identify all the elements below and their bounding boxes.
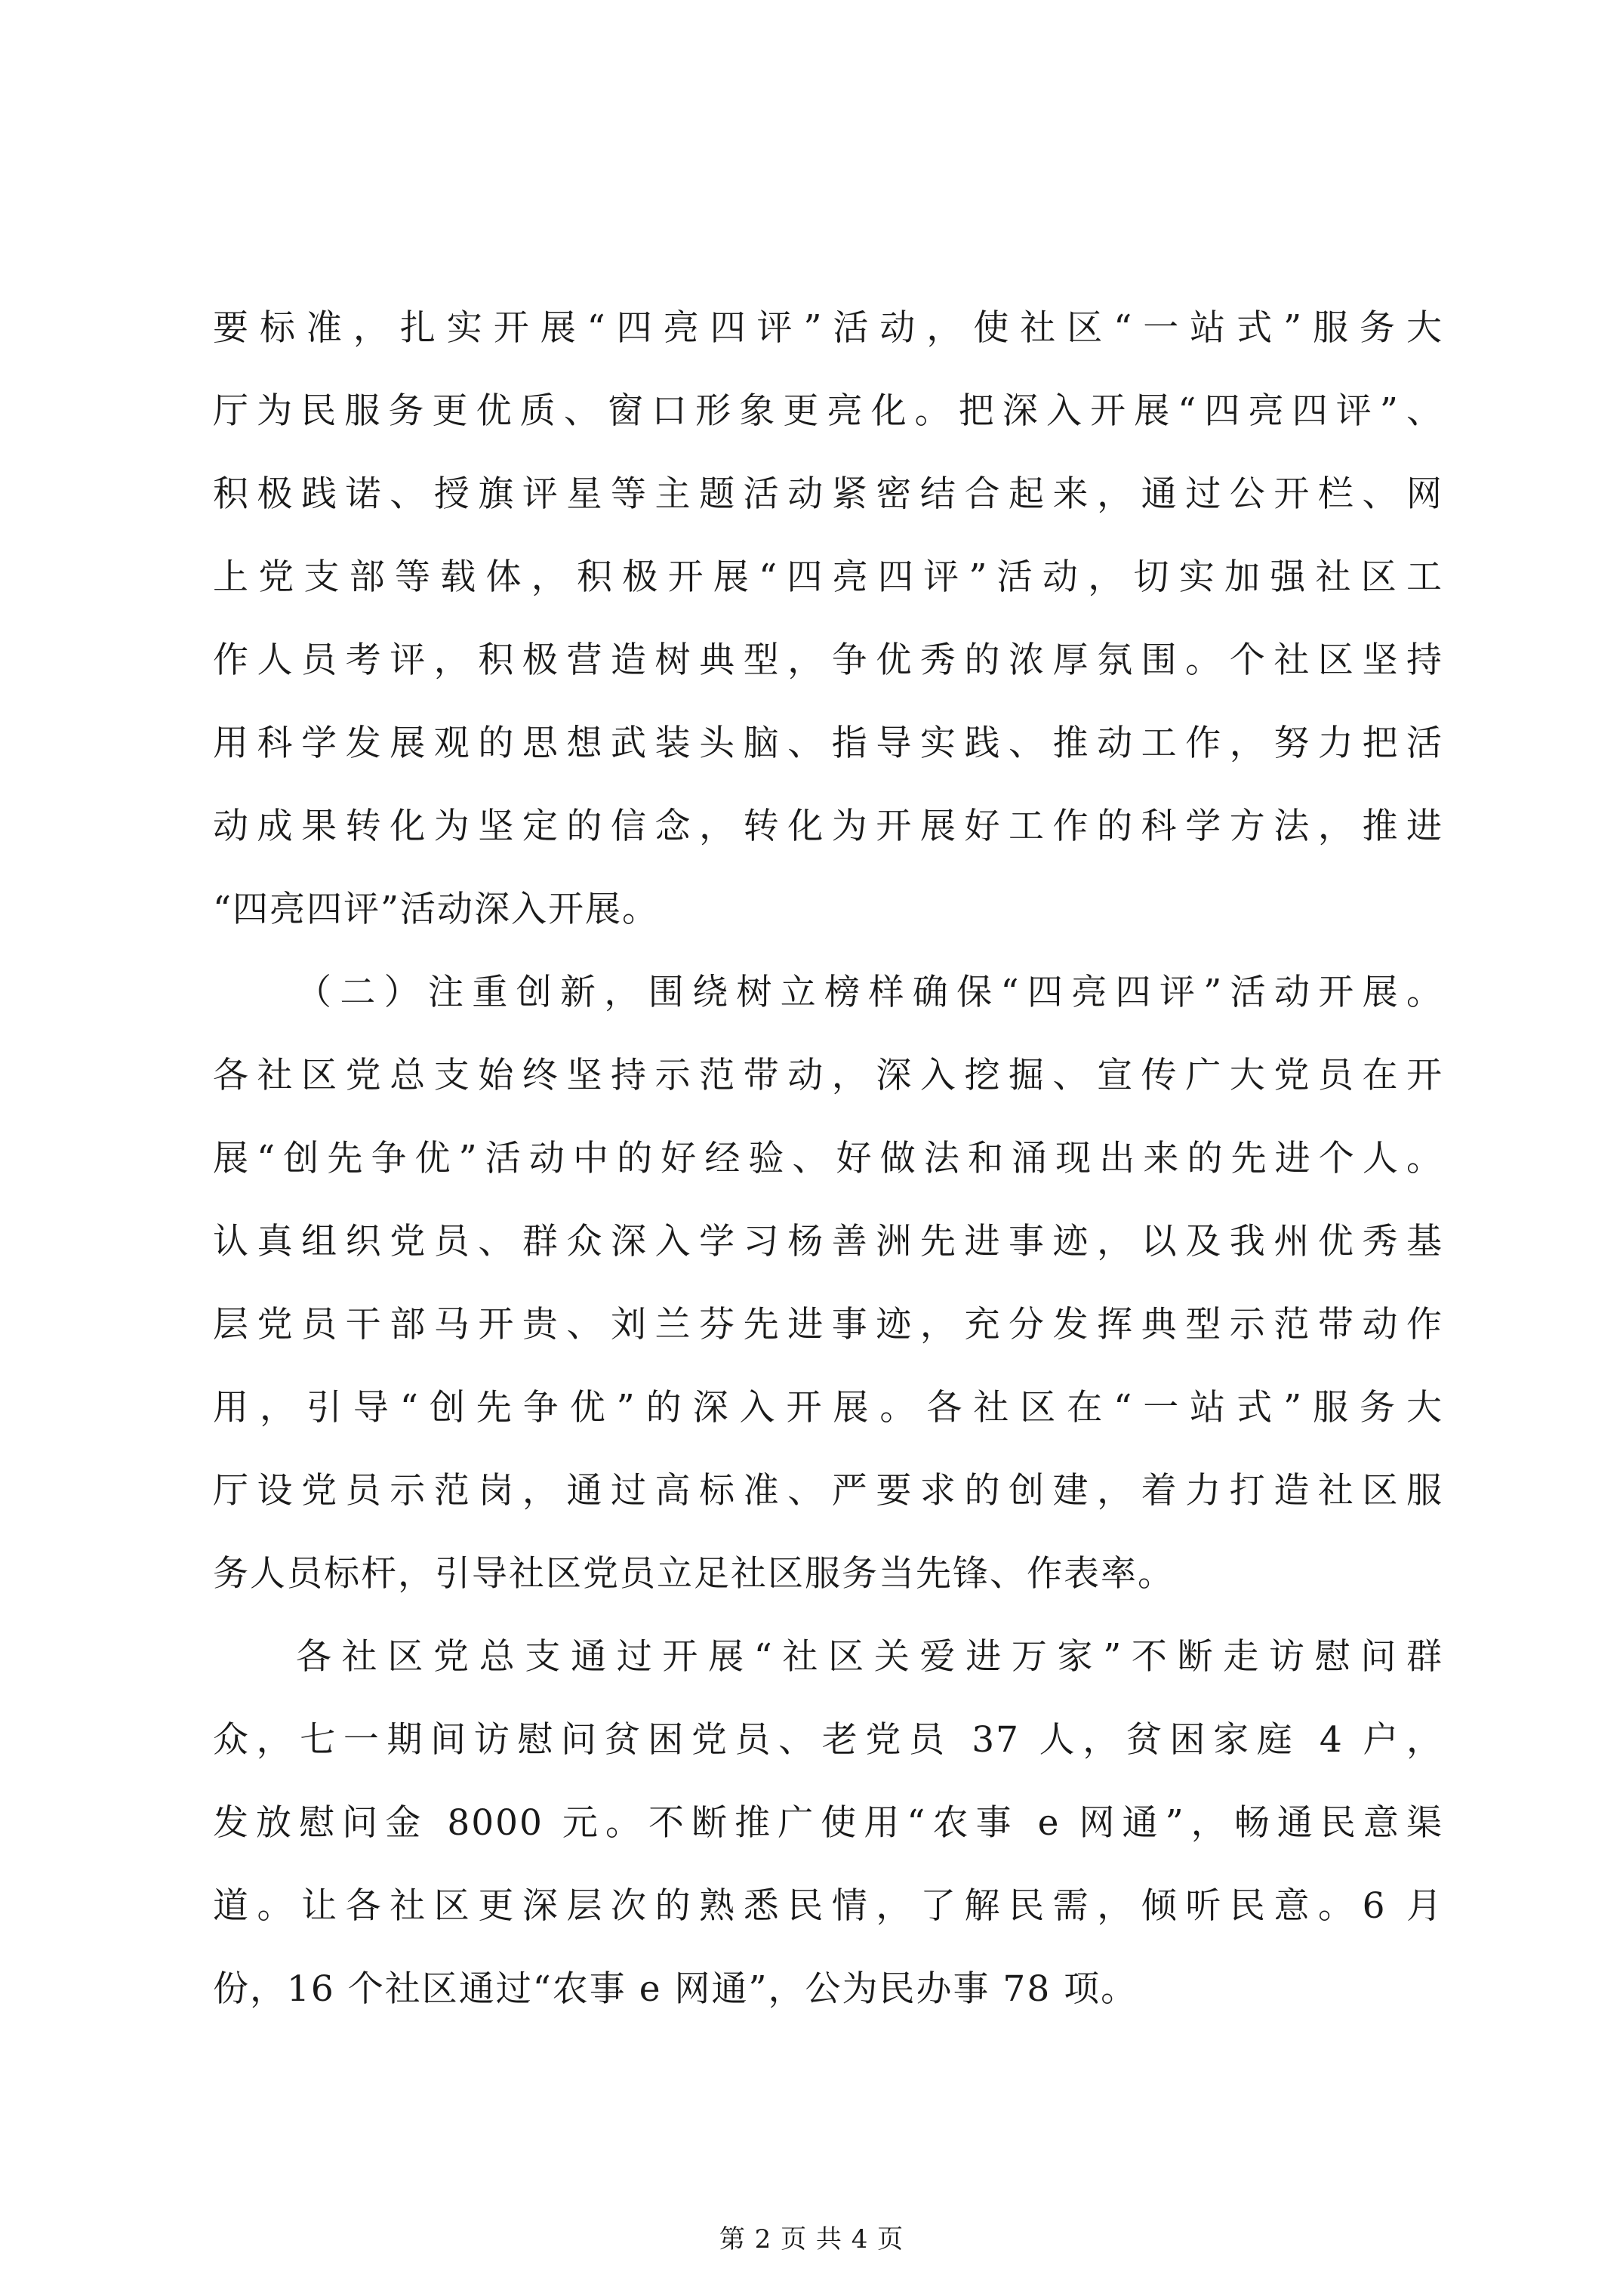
text-line: 要标准，扎实开展“四亮四评”活动，使社区“一站式”服务大 [213,307,1443,349]
text-line: 用，引导“创先争优”的深入开展。各社区在“一站式”服务大 [213,1387,1443,1428]
text-line: 厅设党员示范岗，通过高标准、严要求的创建，着力打造社区服 [213,1470,1443,1512]
text-line: 层党员干部马开贵、刘兰芬先进事迹，充分发挥典型示范带动作 [213,1304,1443,1345]
text-line: “四亮四评”活动深入开展。 [213,889,660,930]
text-line: 认真组织党员、群众深入学习杨善洲先进事迹，以及我州优秀基 [213,1221,1443,1262]
text-line: 厅为民服务更优质、窗口形象更亮化。把深入开展“四亮四评”、 [213,390,1443,432]
text-line: 务人员标杆，引导社区党员立足社区服务当先锋、作表率。 [213,1553,1175,1595]
page-number-footer: 第 2 页 共 4 页 [719,2224,904,2254]
text-line: 用科学发展观的思想武装头脑、指导实践、推动工作，努力把活 [213,723,1443,764]
paragraph-first-line: 各社区党总支通过开展“社区关爱进万家”不断走访慰问群 [296,1636,1443,1678]
text-line: 动成果转化为坚定的信念，转化为开展好工作的科学方法，推进 [213,806,1443,847]
text-line: 发放慰问金 8000 元。不断推广使用“农事 e 网通”，畅通民意渠 [213,1802,1443,1844]
text-line: 展“创先争优”活动中的好经验、好做法和涌现出来的先进个人。 [213,1138,1443,1179]
document-body [213,287,1443,2031]
section-heading-line: （二）注重创新，围绕树立榜样确保“四亮四评”活动开展。 [296,972,1443,1013]
text-line: 份，16 个社区通过“农事 e 网通”，公为民办事 78 项。 [213,1968,1138,2010]
text-line: 上党支部等载体，积极开展“四亮四评”活动，切实加强社区工 [213,556,1443,598]
text-line: 积极践诺、授旗评星等主题活动紧密结合起来，通过公开栏、网 [213,473,1443,515]
text-line: 各社区党总支始终坚持示范带动，深入挖掘、宣传广大党员在开 [213,1055,1443,1096]
text-line: 众，七一期间访慰问贫困党员、老党员 37 人，贫困家庭 4 户， [213,1719,1443,1761]
text-line: 道。让各社区更深层次的熟悉民情，了解民需，倾听民意。6 月 [213,1885,1443,1927]
text-line: 作人员考评，积极营造树典型，争优秀的浓厚氛围。个社区坚持 [213,639,1443,681]
